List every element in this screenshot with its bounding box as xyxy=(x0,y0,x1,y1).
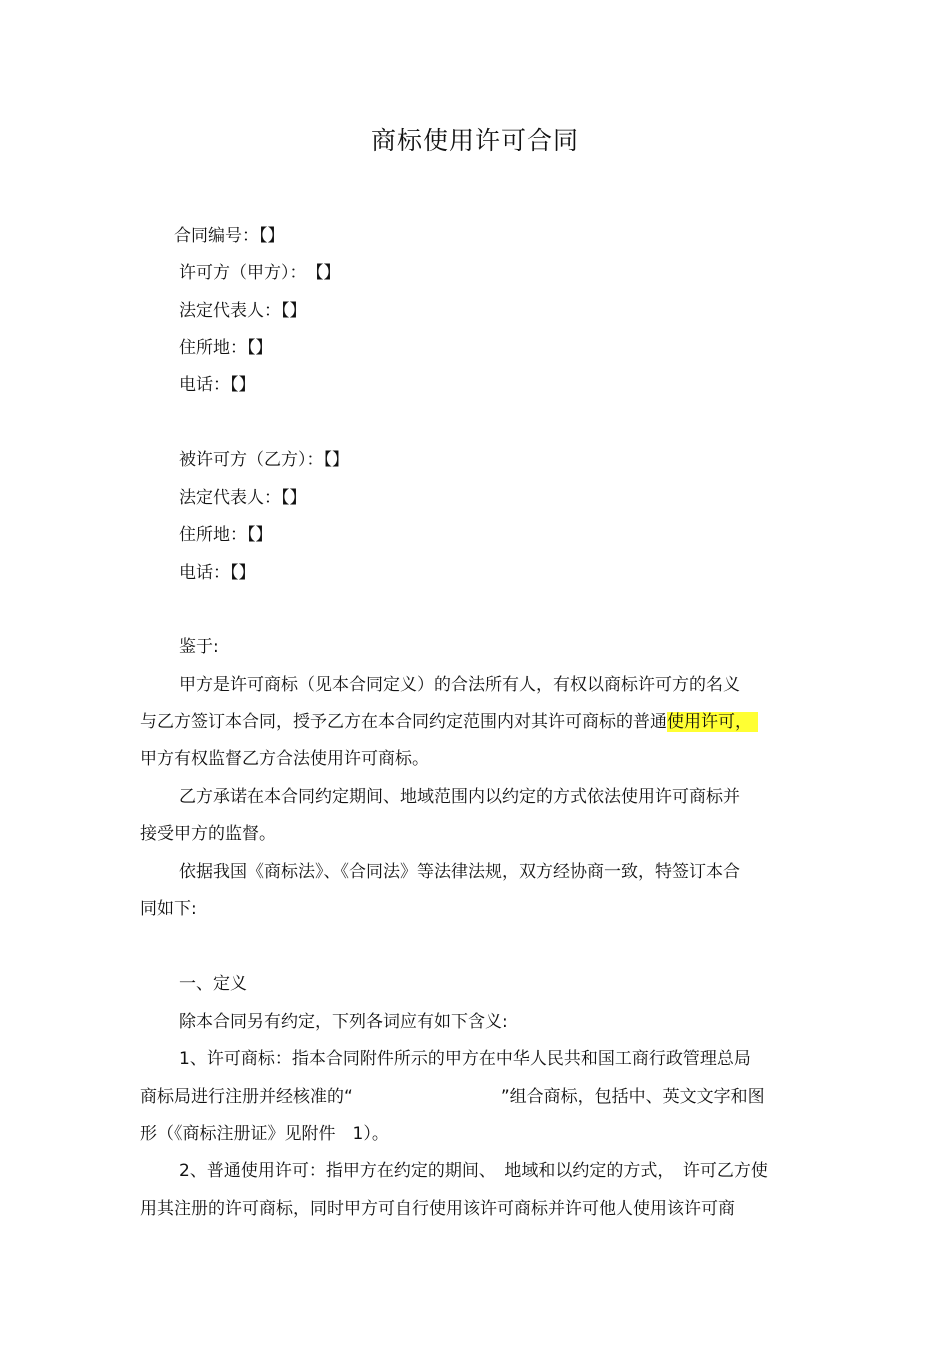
section-1-intro: 除本合同另有约定，下列各词应有如下含义: xyxy=(179,1012,508,1032)
recital-paragraph-1-line-2-text: 与乙方签订本合同，授予乙方在本合同约定范围内对其许可商标的普通 xyxy=(140,712,667,732)
party-a-name: 许可方（甲方）： 【】 xyxy=(179,263,341,283)
definition-1-line-1: 1、许可商标：指本合同附件所示的甲方在中华人民共和国工商行政管理总局 xyxy=(179,1049,751,1069)
definition-1-line-2 xyxy=(140,1085,765,1109)
recital-paragraph-1-line-1: 甲方是许可商标（见本合同定义）的合法所有人，有权以商标许可方的名义 xyxy=(179,675,740,695)
recital-paragraph-1-line-3: 甲方有权监督乙方合法使用许可商标。 xyxy=(140,749,429,769)
highlighted-text: 使用许可， xyxy=(667,712,758,732)
recital-paragraph-2-line-1: 乙方承诺在本合同约定期间、地域范围内以约定的方式依法使用许可商标并 xyxy=(179,787,740,807)
party-a-phone: 电话：【】 xyxy=(179,375,256,395)
definition-1-line-2-start: 商标局进行注册并经核准的“ xyxy=(140,1087,353,1107)
recital-paragraph-3-line-1: 依据我国《商标法》、《合同法》等法律法规，双方经协商一致，特签订本合 xyxy=(179,862,740,882)
contract-number: 合同编号：【】 xyxy=(174,226,285,246)
party-b-phone: 电话：【】 xyxy=(179,563,256,583)
definition-2-line-1: 2、普通使用许可：指甲方在约定的期间、 地域和以约定的方式， 许可乙方使 xyxy=(179,1161,768,1181)
recital-paragraph-3-line-2: 同如下: xyxy=(140,899,197,919)
definition-2-line-2: 用其注册的许可商标，同时甲方可自行使用该许可商标并许可他人使用该许可商 xyxy=(140,1199,735,1219)
recital-paragraph-2-line-2: 接受甲方的监督。 xyxy=(140,824,276,844)
recitals-heading: 鉴于: xyxy=(179,637,219,657)
party-b-representative: 法定代表人：【】 xyxy=(179,488,307,508)
party-a-address: 住所地：【】 xyxy=(179,338,273,358)
page-title: 商标使用许可合同 xyxy=(370,126,579,155)
party-b-address: 住所地：【】 xyxy=(179,525,273,545)
definition-1-line-3: 形（《商标注册证》见附件 1）。 xyxy=(140,1124,389,1144)
party-b-name: 被许可方（乙方）：【】 xyxy=(179,450,349,470)
section-1-heading: 一、定义 xyxy=(179,974,247,994)
definition-1-line-2-end: ”组合商标，包括中、英文文字和图 xyxy=(500,1087,765,1107)
party-a-representative: 法定代表人：【】 xyxy=(179,301,307,321)
recital-paragraph-1-line-2 xyxy=(140,710,758,734)
